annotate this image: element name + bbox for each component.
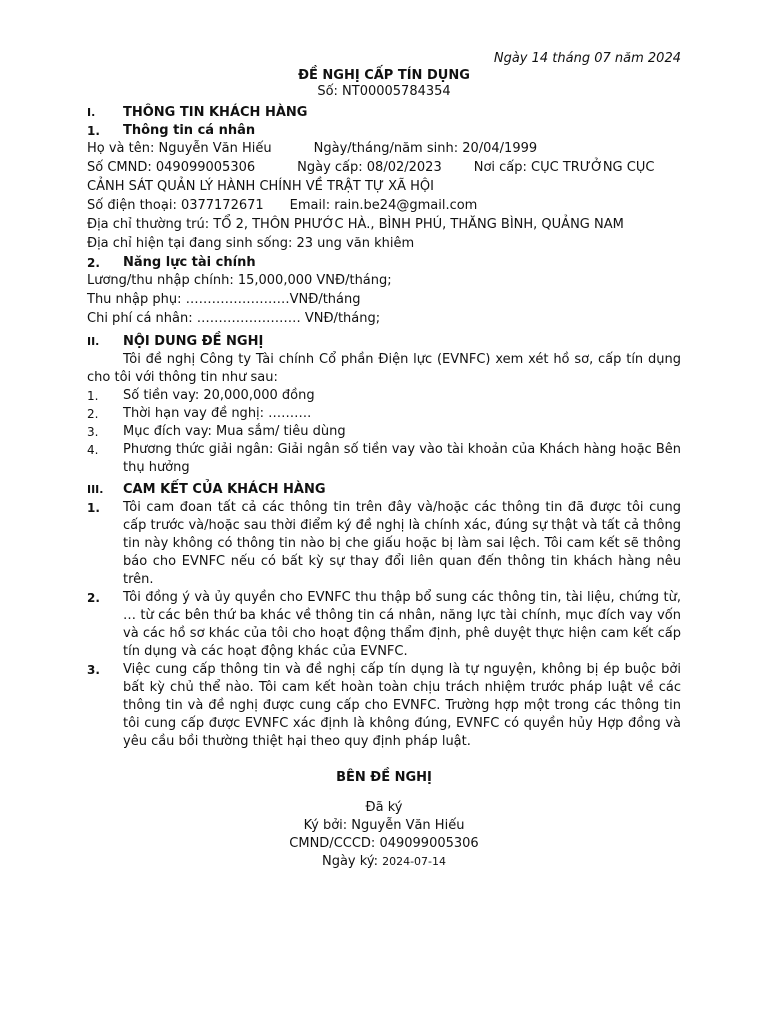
personal-expense: Chi phí cá nhân: …………………… VNĐ/tháng; bbox=[87, 311, 381, 326]
id-issue-date: Ngày cấp: 08/02/2023 bbox=[297, 160, 442, 175]
id-number: Số CMND: 049099005306 bbox=[87, 160, 256, 175]
loan-purpose: Mục đích vay: Mua sắm/ tiêu dùng bbox=[123, 424, 346, 439]
signer-id: CMND/CCCD: 049099005306 bbox=[289, 836, 479, 851]
subsection-number: 2. bbox=[87, 256, 100, 270]
section-title: THÔNG TIN KHÁCH HÀNG bbox=[123, 105, 308, 120]
document-title: ĐỀ NGHỊ CẤP TÍN DỤNG bbox=[298, 68, 470, 83]
item-number: 2. bbox=[87, 407, 99, 421]
subsection-title: Năng lực tài chính bbox=[123, 255, 256, 270]
signed-status: Đã ký bbox=[365, 800, 403, 815]
list-item bbox=[87, 499, 681, 589]
signatory-title: BÊN ĐỀ NGHỊ bbox=[336, 770, 432, 785]
phone-number: Số điện thoại: 0377172671 bbox=[87, 198, 264, 213]
current-address: Địa chỉ hiện tại đang sinh sống: 23 ung văn khiêm bbox=[87, 236, 415, 251]
sign-date-line bbox=[87, 853, 681, 871]
date-of-birth: Ngày/tháng/năm sinh: 20/04/1999 bbox=[313, 141, 538, 156]
commitment-text: Tôi cam đoan tất cả các thông tin trên đây và/hoặc các thông tin đã được tôi cung cấp trước và/hoặc sau thời điểm ký đề nghị là chính xác, đúng sự thật và tất cả thông tin này không có thông tin nào bị che giấu hoặc bị làm sai lệch. Tôi cam kết sẽ thông báo cho EVNFC nếu có bất kỳ sự thay đổi liên quan đến thông tin khách hàng nêu trên. bbox=[123, 500, 681, 587]
item-number: 3. bbox=[87, 663, 100, 677]
commitment-text: Tôi đồng ý và ủy quyền cho EVNFC thu thập bổ sung các thông tin, tài liệu, chứng từ, … từ các bên thứ ba khác về thông tin cá nhân, năng lực tài chính, mục đích vay vốn và các hồ sơ khác của tôi cho hoạt động thẩm định, phê duyệt thực hiện cam kết cấp tín dụng và các hoạt động khác của EVNFC. bbox=[123, 590, 681, 659]
request-intro: Tôi đề nghị Công ty Tài chính Cổ phần Điện lực (EVNFC) xem xét hồ sơ, cấp tín dụng cho tôi với thông tin như sau: bbox=[87, 352, 681, 385]
loan-amount: Số tiền vay: 20,000,000 đồng bbox=[123, 388, 315, 403]
item-number: 4. bbox=[87, 443, 99, 457]
main-income: Lương/thu nhập chính: 15,000,000 VNĐ/tháng; bbox=[87, 273, 392, 288]
id-line bbox=[87, 159, 681, 178]
subsection-number: 1. bbox=[87, 124, 100, 138]
item-number: 1. bbox=[87, 389, 99, 403]
disbursement-method: Phương thức giải ngân: Giải ngân số tiền vay vào tài khoản của Khách hàng hoặc Bên thụ hưởng bbox=[123, 442, 681, 475]
subsection-title: Thông tin cá nhân bbox=[123, 123, 256, 138]
subsection-heading-personal-info bbox=[87, 122, 681, 140]
id-issue-place: Nơi cấp: CỤC TRƯỞNG CỤC bbox=[473, 160, 655, 175]
item-number: 1. bbox=[87, 501, 100, 515]
document-date: Ngày 14 tháng 07 năm 2024 bbox=[493, 51, 681, 66]
list-item bbox=[87, 387, 681, 405]
section-number: III. bbox=[87, 483, 104, 496]
loan-term: Thời hạn vay đề nghị: ………. bbox=[123, 406, 312, 421]
subsection-heading-financial bbox=[87, 254, 681, 272]
section-heading-commitment bbox=[87, 481, 681, 499]
section-number: I. bbox=[87, 106, 96, 119]
email-address: Email: rain.be24@gmail.com bbox=[289, 198, 478, 213]
document-page bbox=[87, 50, 681, 871]
permanent-address: Địa chỉ thường trú: TỔ 2, THÔN PHƯỚC HÀ., BÌNH PHÚ, THĂNG BÌNH, QUẢNG NAM bbox=[87, 217, 624, 232]
sign-date-label: Ngày ký: bbox=[321, 854, 383, 869]
list-item bbox=[87, 661, 681, 751]
section-title: CAM KẾT CỦA KHÁCH HÀNG bbox=[123, 482, 326, 497]
list-item bbox=[87, 423, 681, 441]
sign-date: 2024-07-14 bbox=[382, 855, 447, 868]
section-heading-request bbox=[87, 333, 681, 351]
list-item bbox=[87, 405, 681, 423]
section-number: II. bbox=[87, 335, 100, 348]
item-number: 3. bbox=[87, 425, 99, 439]
name-dob-line bbox=[87, 140, 681, 159]
section-heading-customer-info bbox=[87, 104, 681, 122]
side-income: Thu nhập phụ: ……………………VNĐ/tháng bbox=[87, 292, 361, 307]
document-number: Số: NT00005784354 bbox=[317, 84, 451, 99]
id-issue-place-continued: CẢNH SÁT QUẢN LÝ HÀNH CHÍNH VỀ TRẬT TỰ XÃ HỘI bbox=[87, 179, 434, 194]
contact-line bbox=[87, 197, 681, 216]
list-item bbox=[87, 441, 681, 477]
commitment-text: Việc cung cấp thông tin và đề nghị cấp tín dụng là tự nguyện, không bị ép buộc bởi bất kỳ chủ thể nào. Tôi cam kết hoàn toàn chịu trách nhiệm trước pháp luật về các thông tin và đề nghị được cung cấp cho EVNFC. Trường hợp một trong các thông tin tôi cung cấp được EVNFC xác định là không đúng, EVNFC có quyền hủy Hợp đồng và yêu cầu bồi thường thiệt hại theo quy định pháp luật. bbox=[123, 662, 681, 749]
list-item bbox=[87, 589, 681, 661]
signed-by: Ký bởi: Nguyễn Văn Hiếu bbox=[303, 818, 465, 833]
full-name: Họ và tên: Nguyễn Văn Hiếu bbox=[87, 141, 272, 156]
section-title: NỘI DUNG ĐỀ NGHỊ bbox=[123, 334, 264, 349]
item-number: 2. bbox=[87, 591, 100, 605]
